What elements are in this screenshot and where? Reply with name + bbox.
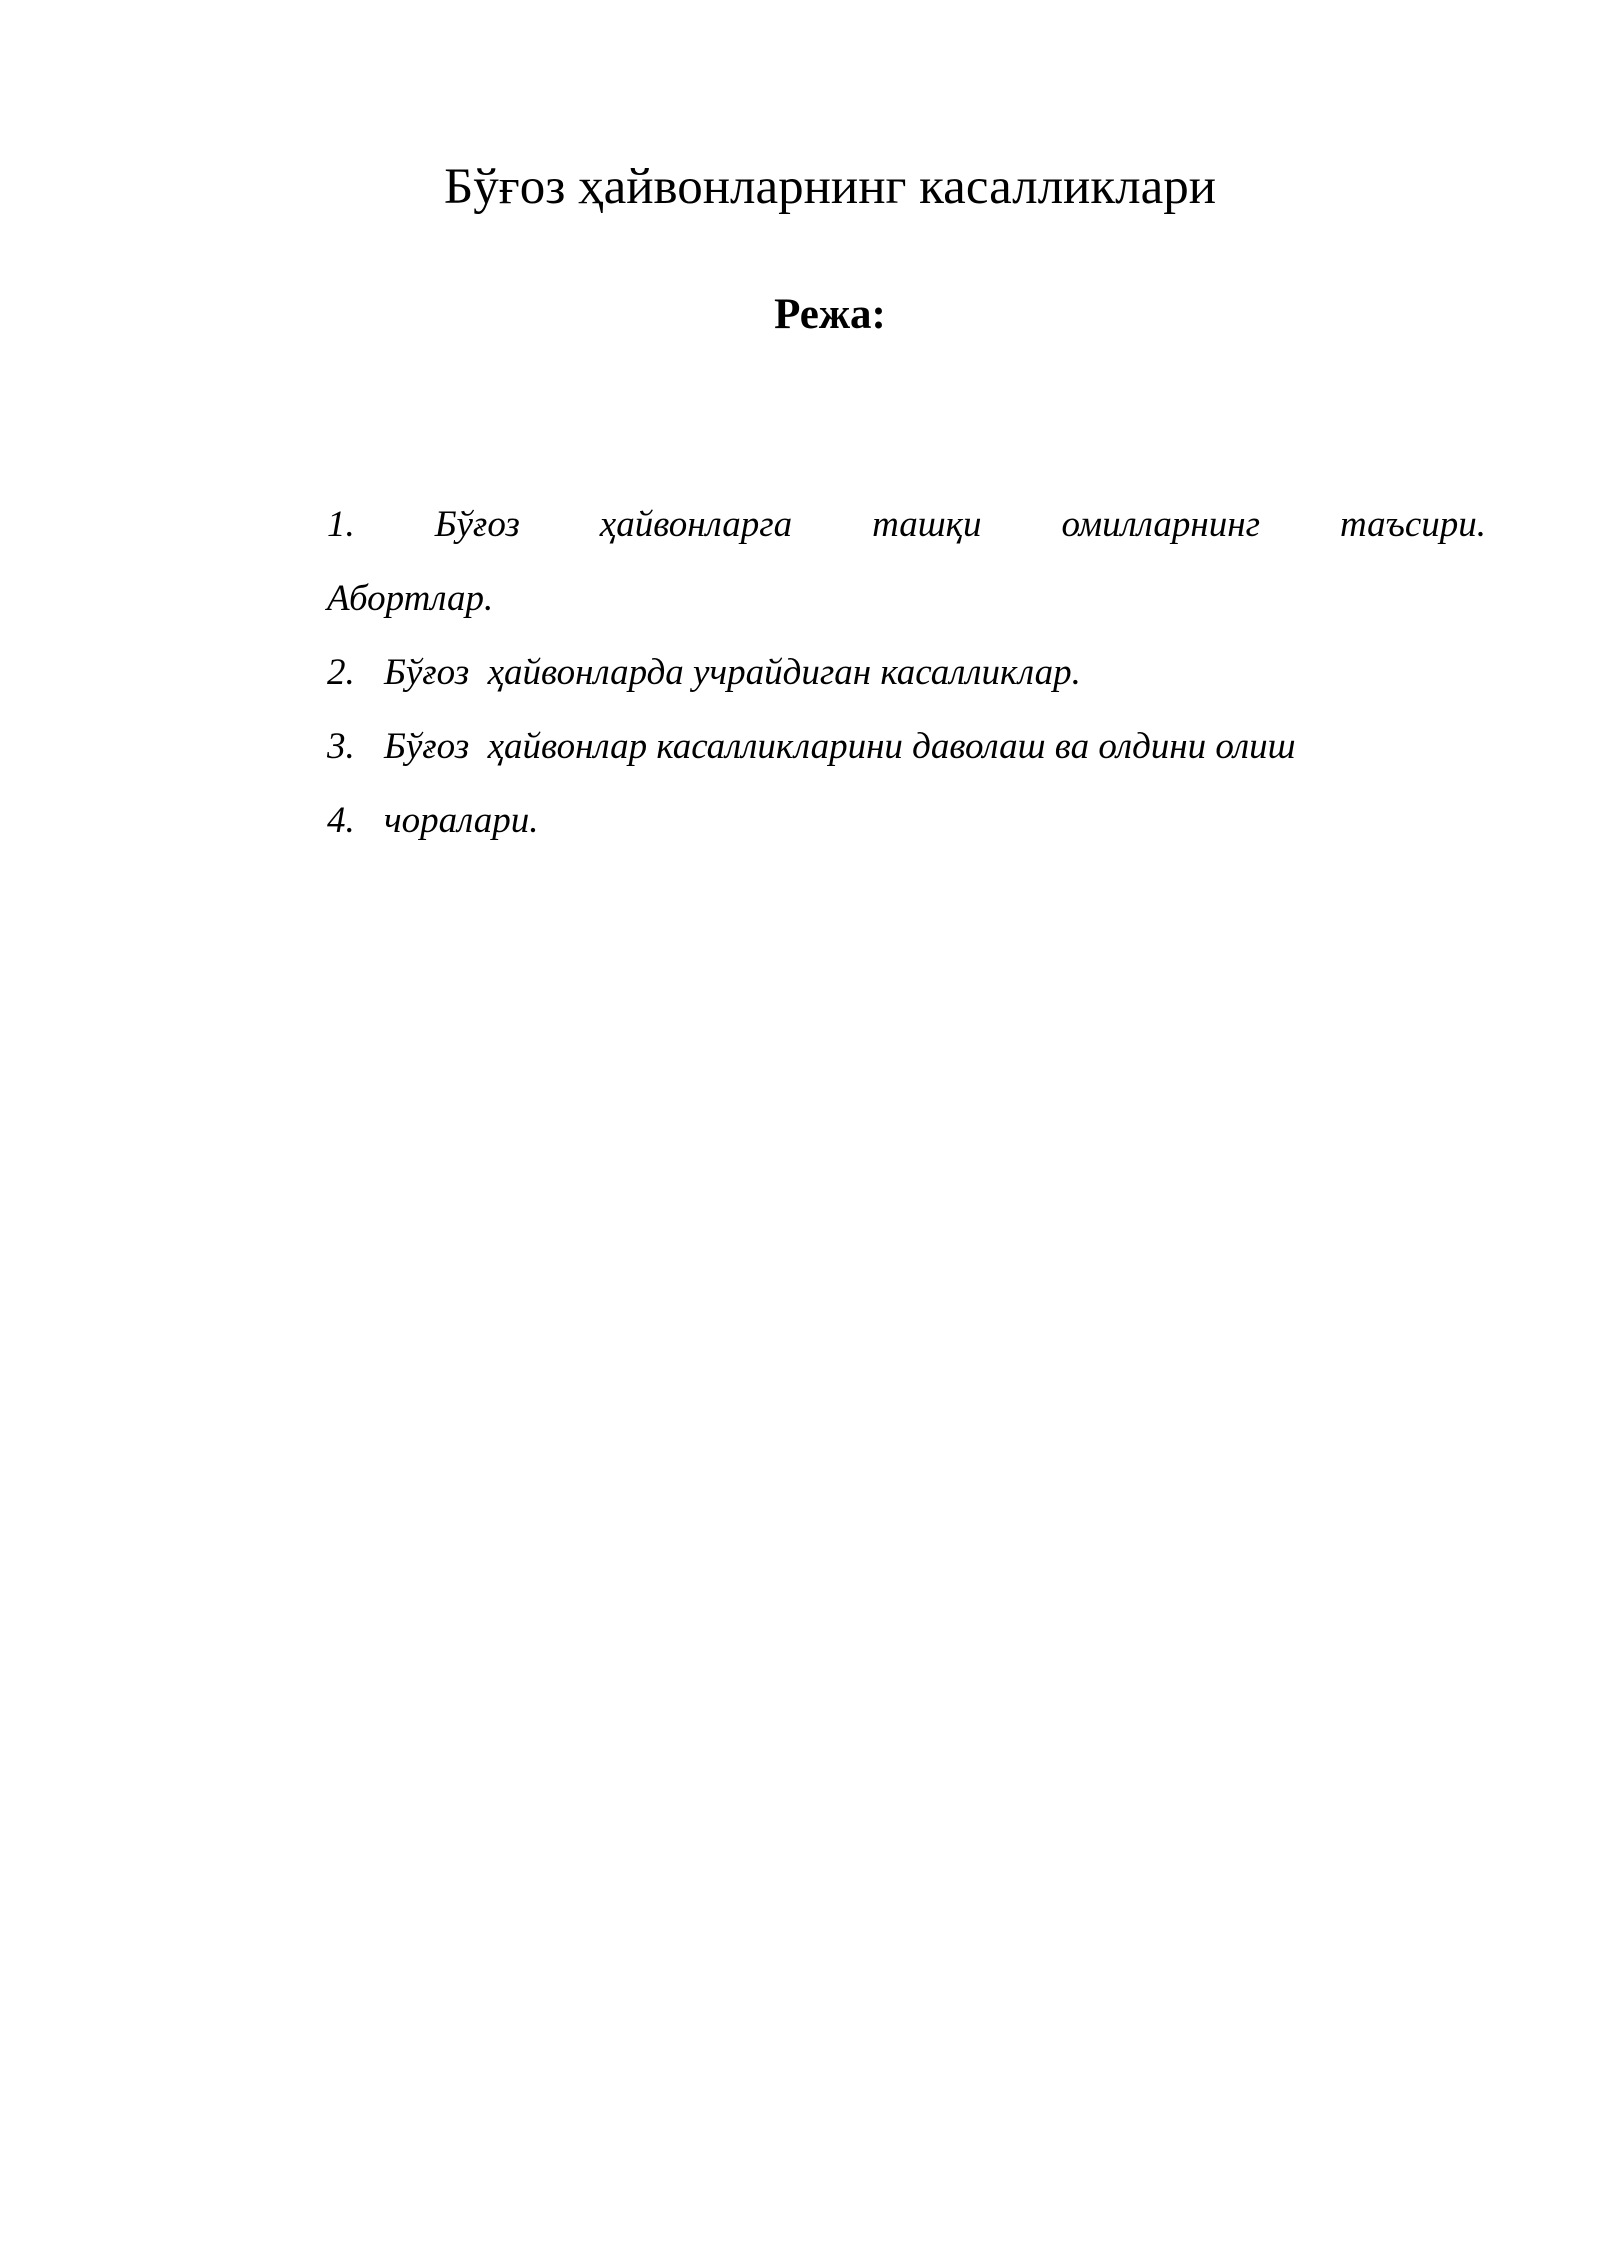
plan-item-text: Бўғоз ҳайвонлар касалликларини даволаш ва олдини олиш [384,726,1296,767]
plan-item-word: Бўғоз [434,504,520,545]
plan-item-number: 3. [327,726,355,767]
plan-item-1-continuation: Абортлар. [327,578,494,619]
plan-item-word: омилларнинг [1061,504,1261,545]
plan-item-1 [327,488,1486,636]
plan-item-text: чоралари. [384,800,539,841]
plan-item-number: 4. [327,800,355,841]
plan-list [327,488,1486,858]
plan-item-text: Бўғоз ҳайвонларда учрайдиган касалликлар. [384,652,1081,693]
page-title: Бўғоз ҳайвонларнинг касалликлари [443,159,1217,215]
plan-item-number: 1. [327,504,355,545]
plan-item-3 [327,710,1486,784]
plan-item-1-first-line [327,488,1486,562]
plan-item-word: ҳайвонларга [599,504,793,545]
plan-item-4 [327,784,1486,858]
plan-item-number: 2. [327,652,355,693]
plan-heading: Режа: [774,291,886,338]
plan-item-2 [327,636,1486,710]
plan-item-word: таъсири. [1339,504,1487,545]
plan-item-word: ташқи [872,504,982,545]
